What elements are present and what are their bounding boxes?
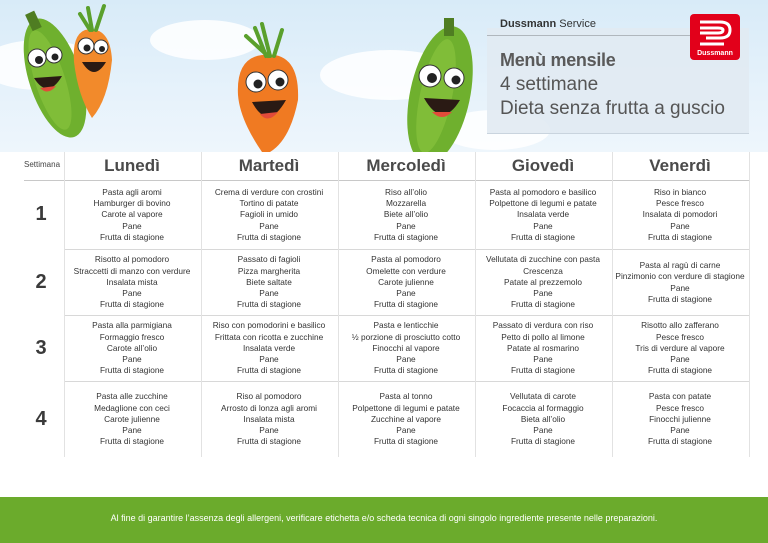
menu-item: Pane (533, 425, 553, 436)
menu-item: Pane (122, 288, 142, 299)
menu-cell (201, 250, 337, 315)
zucchini-character-icon (396, 18, 480, 152)
menu-item: Pane (670, 282, 690, 293)
menu-item: Pane (396, 220, 416, 231)
page-title: Menù mensile (500, 50, 616, 70)
menu-item: Pane (122, 425, 142, 436)
menu-item: Frutta di stagione (99, 231, 165, 242)
menu-cell (612, 382, 748, 457)
menu-item: Medaglione con ceci (94, 402, 170, 413)
menu-item: Finocchi julienne (649, 413, 711, 424)
menu-item: Passato di verdura con riso (492, 320, 594, 331)
page-subtitle-2: Dieta senza frutta a guscio (500, 98, 725, 119)
menu-item: Pesce fresco (656, 198, 704, 209)
menu-item: Insalata di pomodori (642, 209, 718, 220)
menu-cell (612, 181, 748, 249)
day-header-wednesday: Mercoledì (366, 156, 446, 175)
menu-item: Frutta di stagione (236, 365, 302, 376)
menu-item: Frutta di stagione (647, 231, 713, 242)
allergen-note: Al fine di garantire l’assenza degli allergeni, verificare etichetta e/o scheda tecnica di ogni singolo ingrediente presente nelle preparazioni. (110, 513, 658, 523)
menu-item: Frutta di stagione (99, 365, 165, 376)
menu-item: Pane (259, 220, 279, 231)
menu-item: Fagioli in umido (239, 209, 299, 220)
menu-item: Biete all’olio (383, 209, 429, 220)
menu-item: Frutta di stagione (236, 436, 302, 447)
menu-item: Riso al pomodoro (236, 391, 302, 402)
carrot-character-icon (238, 24, 298, 152)
menu-item: Risotto allo zafferano (641, 320, 719, 331)
logo-mark-icon (690, 16, 740, 50)
dussmann-logo (690, 14, 740, 60)
menu-cell (64, 382, 200, 457)
menu-item: Carote julienne (104, 413, 160, 424)
menu-item: Crema di verdure con crostini (214, 186, 324, 197)
menu-item: Pizza margherita (237, 265, 301, 276)
menu-cell (338, 382, 474, 457)
menu-cell (201, 181, 337, 249)
menu-item: Frittata con ricotta e zucchine (214, 331, 324, 342)
menu-item: Zucchine al vapore (370, 413, 442, 424)
menu-item: Pane (122, 354, 142, 365)
menu-item: Pane (259, 425, 279, 436)
menu-item: ½ porzione di prosciutto cotto (351, 331, 461, 342)
menu-item: Pane (259, 288, 279, 299)
menu-cell (64, 250, 200, 315)
menu-item: Frutta di stagione (647, 365, 713, 376)
menu-item: Pane (396, 354, 416, 365)
menu-item: Pasta al pomodoro e basilico (489, 186, 597, 197)
menu-item: Pane (670, 354, 690, 365)
vegetable-characters-illustration (0, 0, 480, 152)
menu-item: Pane (533, 288, 553, 299)
menu-item: Frutta di stagione (647, 293, 713, 304)
column-divider (749, 152, 750, 457)
menu-cell (338, 181, 474, 249)
menu-cell (475, 382, 611, 457)
menu-item: Insalata verde (516, 209, 570, 220)
brand-name: Dussmann Service (500, 18, 596, 30)
menu-item: Frutta di stagione (373, 231, 439, 242)
menu-item: Insalata mista (243, 413, 295, 424)
menu-item: Crescenza (523, 265, 563, 276)
menu-item: Vellutata di carote (510, 391, 576, 402)
menu-item: Frutta di stagione (510, 436, 576, 447)
menu-item: Riso in bianco (653, 186, 707, 197)
menu-cell (64, 181, 200, 249)
footer-bar (0, 497, 768, 543)
menu-cell (338, 250, 474, 315)
menu-item: Pasta alla parmigiana (92, 320, 172, 331)
logo-text: Dussmann (697, 50, 733, 57)
menu-item: Polpettone di legumi e patate (489, 198, 597, 209)
menu-item: Pane (122, 220, 142, 231)
menu-item: Passato di fagioli (237, 254, 301, 265)
menu-item: Omelette con verdure (366, 265, 446, 276)
menu-item: Insalata verde (242, 342, 296, 353)
menu-item: Biete saltate (246, 276, 292, 287)
menu-item: Insalata mista (106, 276, 158, 287)
menu-item: Frutta di stagione (510, 231, 576, 242)
menu-item: Polpettone di legumi e patate (352, 402, 460, 413)
day-header-tuesday: Martedì (238, 156, 300, 175)
menu-item: Frutta di stagione (510, 365, 576, 376)
menu-item: Focaccia al formaggio (502, 402, 584, 413)
menu-cell (338, 316, 474, 381)
menu-cell (475, 316, 611, 381)
menu-cell (201, 316, 337, 381)
day-header-monday: Lunedì (104, 156, 160, 175)
week-number: 4 (35, 407, 47, 430)
page-subtitle-1: 4 settimane (500, 74, 599, 95)
menu-item: Pane (670, 220, 690, 231)
menu-item: Formaggio fresco (99, 331, 165, 342)
menu-item: Pinzimonio con verdure di stagione (615, 271, 745, 282)
menu-item: Frutta di stagione (99, 299, 165, 310)
menu-item: Finocchi al vapore (372, 342, 440, 353)
menu-cell (612, 316, 748, 381)
menu-item: Pasta al ragù di carne (639, 259, 721, 270)
menu-item: Patate al rosmarino (507, 342, 579, 353)
menu-item: Pane (533, 220, 553, 231)
menu-item: Carote julienne (378, 276, 434, 287)
menu-item: Pane (259, 354, 279, 365)
menu-item: Hamburger di bovino (93, 198, 171, 209)
menu-item: Straccetti di manzo con verdure (73, 265, 191, 276)
day-header-thursday: Giovedì (511, 156, 575, 175)
menu-item: Pane (396, 425, 416, 436)
menu-item: Pesce fresco (656, 402, 704, 413)
menu-item: Pasta alle zucchine (96, 391, 168, 402)
menu-item: Pane (396, 288, 416, 299)
menu-item: Frutta di stagione (647, 436, 713, 447)
menu-item: Riso all’olio (385, 186, 427, 197)
day-header-friday: Venerdì (649, 156, 711, 175)
menu-item: Tortino di patate (239, 198, 299, 209)
menu-item: Pasta al tonno (379, 391, 433, 402)
menu-cell (201, 382, 337, 457)
menu-item: Pasta con patate (648, 391, 712, 402)
menu-cell (475, 250, 611, 315)
menu-item: Frutta di stagione (99, 436, 165, 447)
menu-item: Frutta di stagione (373, 436, 439, 447)
week-column-header: Settimana (24, 160, 61, 169)
menu-cell (64, 316, 200, 381)
menu-item: Arrosto di lonza agli aromi (221, 402, 317, 413)
menu-item: Pesce fresco (656, 331, 704, 342)
menu-item: Pasta e lenticchie (373, 320, 439, 331)
menu-item: Riso con pomodorini e basilico (212, 320, 326, 331)
menu-item: Pasta al pomodoro (371, 254, 441, 265)
menu-item: Petto di pollo al limone (501, 331, 585, 342)
menu-item: Carote al vapore (101, 209, 163, 220)
menu-item: Frutta di stagione (236, 299, 302, 310)
menu-cell (475, 181, 611, 249)
menu-item: Pane (670, 425, 690, 436)
menu-item: Frutta di stagione (373, 365, 439, 376)
menu-item: Mozzarella (385, 198, 427, 209)
menu-cell (612, 250, 748, 315)
menu-item: Tris di verdure al vapore (635, 342, 725, 353)
menu-item: Risotto al pomodoro (94, 254, 170, 265)
menu-item: Pane (533, 354, 553, 365)
menu-item: Frutta di stagione (373, 299, 439, 310)
menu-item: Frutta di stagione (510, 299, 576, 310)
menu-item: Patate al prezzemolo (504, 276, 582, 287)
week-number: 1 (35, 203, 47, 225)
menu-item: Pasta agli aromi (102, 186, 162, 197)
week-number: 2 (35, 270, 47, 293)
menu-item: Frutta di stagione (236, 231, 302, 242)
week-number: 3 (35, 336, 47, 359)
menu-item: Bieta all’olio (520, 413, 566, 424)
menu-item: Vellutata di zucchine con pasta (486, 254, 600, 265)
menu-item: Carote all’olio (106, 342, 158, 353)
